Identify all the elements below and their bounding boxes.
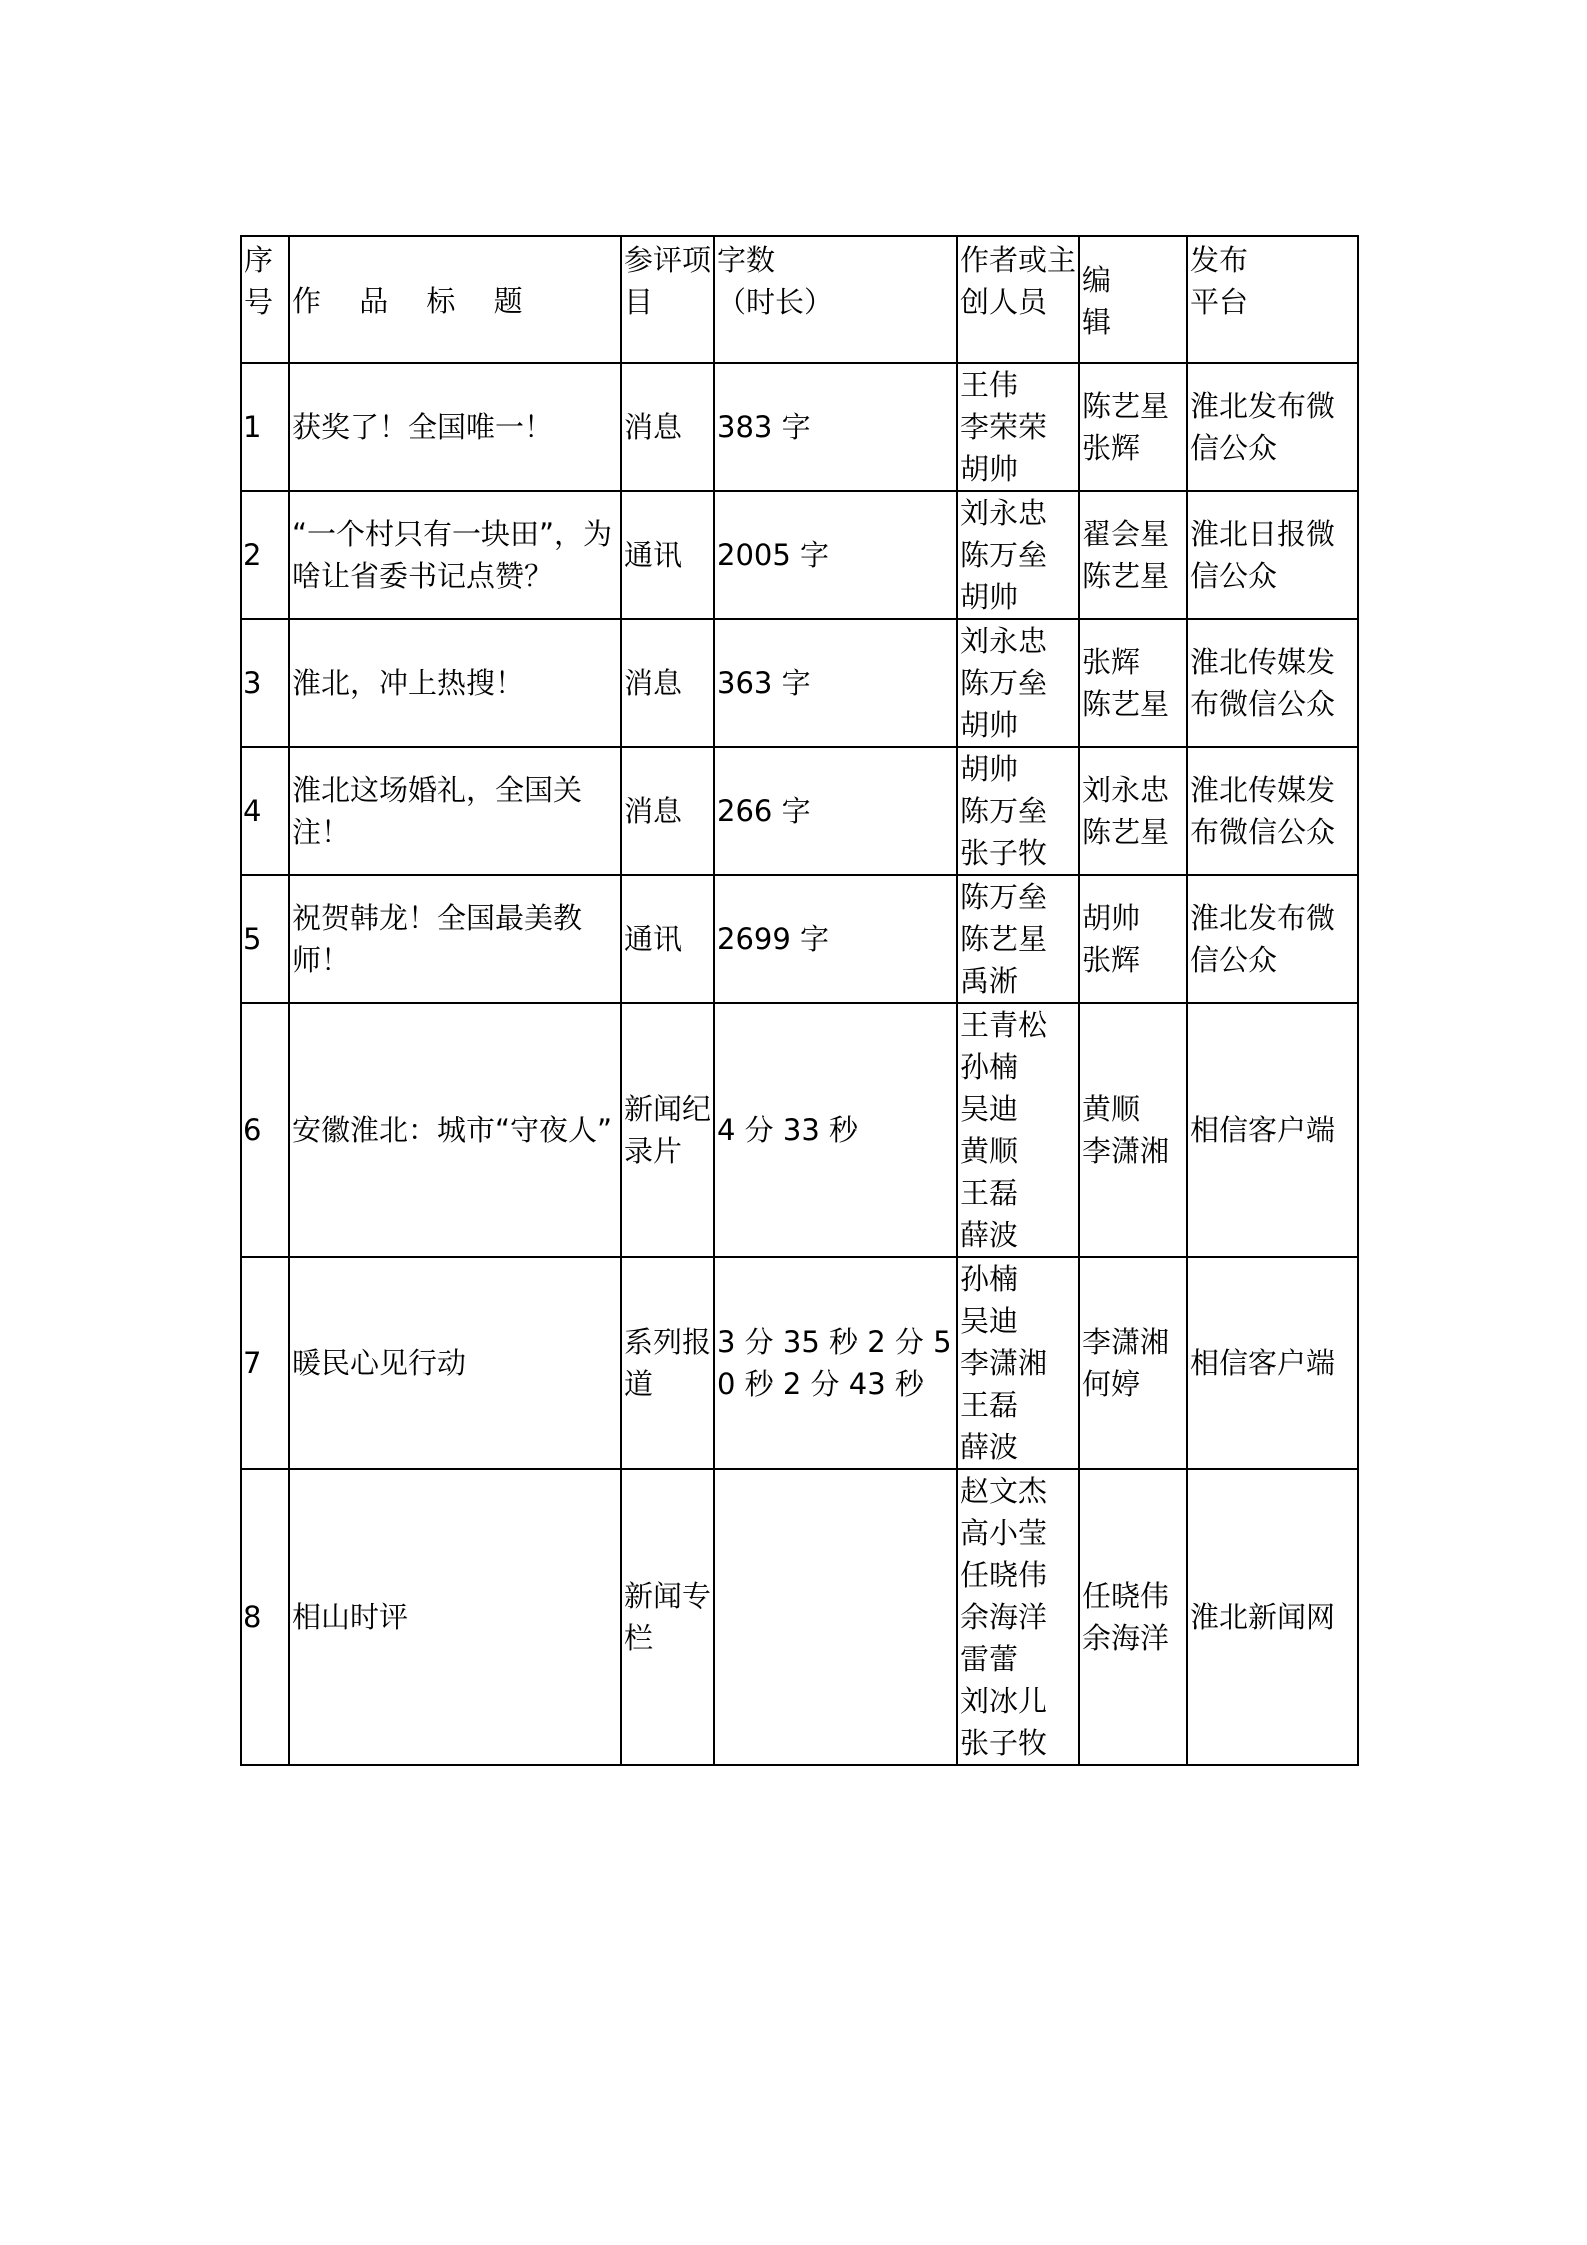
row-editors: 胡帅 张辉 bbox=[1079, 875, 1187, 1003]
row-editors: 黄顺 李潇湘 bbox=[1079, 1003, 1187, 1257]
row-length: 363 字 bbox=[714, 619, 957, 747]
row-no: 6 bbox=[241, 1003, 289, 1257]
row-platform: 淮北传媒发布微信公众 bbox=[1187, 747, 1358, 875]
row-length: 2699 字 bbox=[714, 875, 957, 1003]
table-row bbox=[241, 1003, 1358, 1257]
row-title: “一个村只有一块田”，为啥让省委书记点赞？ bbox=[289, 491, 621, 619]
table-row bbox=[241, 619, 1358, 747]
row-title: 祝贺韩龙！全国最美教师！ bbox=[289, 875, 621, 1003]
row-platform: 淮北发布微信公众 bbox=[1187, 875, 1358, 1003]
row-platform: 相信客户端 bbox=[1187, 1003, 1358, 1257]
row-no: 3 bbox=[241, 619, 289, 747]
header-length: 字数 （时长） bbox=[714, 236, 957, 363]
row-platform: 相信客户端 bbox=[1187, 1257, 1358, 1469]
row-no: 4 bbox=[241, 747, 289, 875]
row-no: 2 bbox=[241, 491, 289, 619]
row-authors: 王青松 孙楠 吴迪 黄顺 王磊 薛波 bbox=[957, 1003, 1079, 1257]
row-platform: 淮北传媒发布微信公众 bbox=[1187, 619, 1358, 747]
table-row bbox=[241, 363, 1358, 491]
row-editors: 陈艺星 张辉 bbox=[1079, 363, 1187, 491]
row-authors: 王伟 李荣荣 胡帅 bbox=[957, 363, 1079, 491]
row-title: 淮北，冲上热搜！ bbox=[289, 619, 621, 747]
table-row bbox=[241, 491, 1358, 619]
row-category: 通讯 bbox=[621, 875, 714, 1003]
row-category: 新闻专栏 bbox=[621, 1469, 714, 1765]
header-no: 序号 bbox=[241, 236, 289, 363]
row-editors: 任晓伟 余海洋 bbox=[1079, 1469, 1187, 1765]
row-platform: 淮北日报微信公众 bbox=[1187, 491, 1358, 619]
header-authors: 作者或主创人员 bbox=[957, 236, 1079, 363]
row-title: 淮北这场婚礼，全国关注！ bbox=[289, 747, 621, 875]
row-editors: 翟会星 陈艺星 bbox=[1079, 491, 1187, 619]
awards-table bbox=[240, 235, 1359, 1766]
row-length: 3 分 35 秒 2 分 50 秒 2 分 43 秒 bbox=[714, 1257, 957, 1469]
row-length: 383 字 bbox=[714, 363, 957, 491]
table-row bbox=[241, 1257, 1358, 1469]
row-category: 消息 bbox=[621, 747, 714, 875]
row-length: 4 分 33 秒 bbox=[714, 1003, 957, 1257]
row-authors: 赵文杰 高小莹 任晓伟 余海洋 雷蕾 刘冰儿 张子牧 bbox=[957, 1469, 1079, 1765]
row-editors: 李潇湘 何婷 bbox=[1079, 1257, 1187, 1469]
row-authors: 陈万垒 陈艺星 禹淅 bbox=[957, 875, 1079, 1003]
row-length: 266 字 bbox=[714, 747, 957, 875]
row-title: 安徽淮北：城市“守夜人” bbox=[289, 1003, 621, 1257]
table-row bbox=[241, 747, 1358, 875]
row-platform: 淮北发布微信公众 bbox=[1187, 363, 1358, 491]
header-title: 作 品 标 题 bbox=[289, 236, 621, 363]
row-category: 通讯 bbox=[621, 491, 714, 619]
header-row bbox=[241, 236, 1358, 363]
row-platform: 淮北新闻网 bbox=[1187, 1469, 1358, 1765]
row-no: 5 bbox=[241, 875, 289, 1003]
table-row bbox=[241, 1469, 1358, 1765]
row-authors: 刘永忠 陈万垒 胡帅 bbox=[957, 619, 1079, 747]
row-category: 消息 bbox=[621, 619, 714, 747]
row-category: 消息 bbox=[621, 363, 714, 491]
row-authors: 刘永忠 陈万垒 胡帅 bbox=[957, 491, 1079, 619]
row-authors: 孙楠 吴迪 李潇湘 王磊 薛波 bbox=[957, 1257, 1079, 1469]
row-editors: 张辉 陈艺星 bbox=[1079, 619, 1187, 747]
row-length bbox=[714, 1469, 957, 1765]
row-authors: 胡帅 陈万垒 张子牧 bbox=[957, 747, 1079, 875]
row-no: 1 bbox=[241, 363, 289, 491]
row-title: 暖民心见行动 bbox=[289, 1257, 621, 1469]
row-editors: 刘永忠 陈艺星 bbox=[1079, 747, 1187, 875]
row-no: 8 bbox=[241, 1469, 289, 1765]
row-no: 7 bbox=[241, 1257, 289, 1469]
header-platform: 发布 平台 bbox=[1187, 236, 1358, 363]
row-category: 新闻纪录片 bbox=[621, 1003, 714, 1257]
row-category: 系列报道 bbox=[621, 1257, 714, 1469]
table-row bbox=[241, 875, 1358, 1003]
row-length: 2005 字 bbox=[714, 491, 957, 619]
header-category: 参评项目 bbox=[621, 236, 714, 363]
row-title: 相山时评 bbox=[289, 1469, 621, 1765]
row-title: 获奖了！全国唯一！ bbox=[289, 363, 621, 491]
header-editors: 编 辑 bbox=[1079, 236, 1187, 363]
